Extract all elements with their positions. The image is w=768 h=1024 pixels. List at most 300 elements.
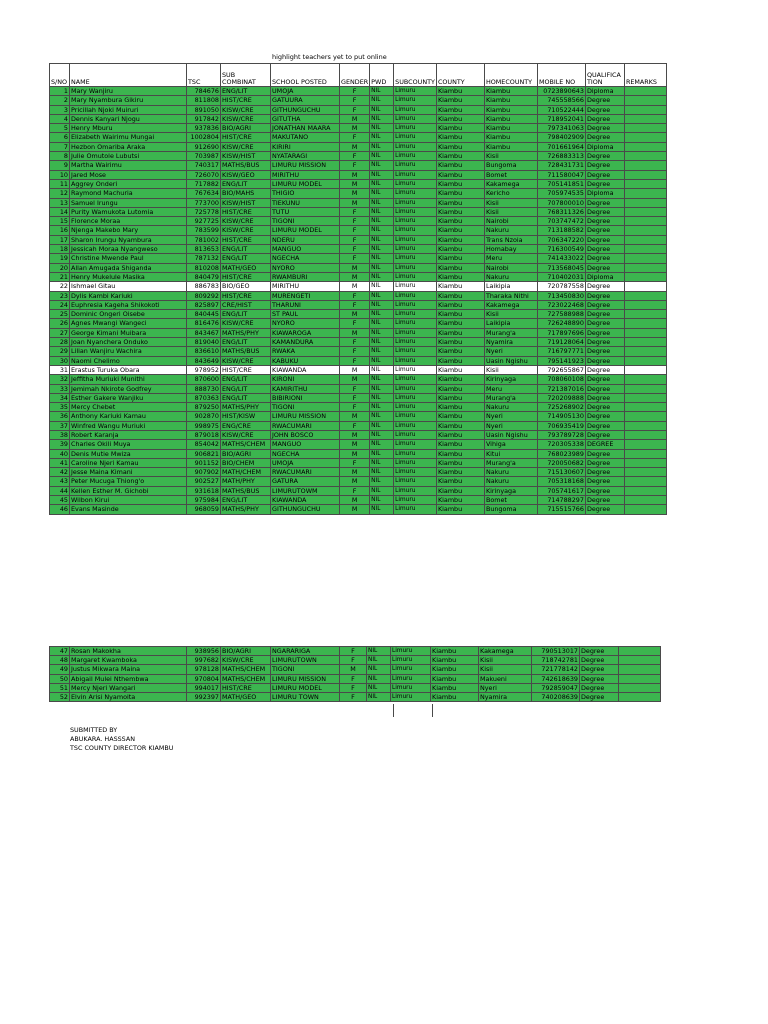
cell-qualification[interactable]: Degree	[585, 310, 624, 319]
cell-gender[interactable]: F	[340, 683, 367, 692]
table-row[interactable]	[50, 449, 667, 458]
cell-sno[interactable]: 31	[50, 365, 70, 374]
cell-homecounty[interactable]: Nairobi	[484, 217, 537, 226]
cell-school-posted[interactable]: GATURA	[271, 477, 340, 486]
cell-name[interactable]: Margaret Kwamboka	[70, 656, 187, 665]
cell-name[interactable]: Dylis Kambi Kariuki	[70, 291, 187, 300]
cell-qualification[interactable]: Degree	[585, 96, 624, 105]
cell-school-posted[interactable]: TUTU	[271, 207, 340, 216]
cell-gender[interactable]: M	[340, 365, 370, 374]
cell-pwd[interactable]: NIL	[370, 458, 394, 467]
cell-name[interactable]: Justus Mikwara Maina	[70, 665, 187, 674]
cell-tsc[interactable]: 879250	[187, 403, 221, 412]
cell-mobile[interactable]: 705318168	[537, 477, 585, 486]
cell-mobile[interactable]: 705741617	[537, 486, 585, 495]
cell-sno[interactable]: 44	[50, 486, 70, 495]
cell-school-posted[interactable]: KABUKU	[271, 356, 340, 365]
cell-remarks[interactable]	[624, 458, 666, 467]
cell-mobile[interactable]: 716300549	[537, 245, 585, 254]
cell-school-posted[interactable]: RWACUMARI	[271, 468, 340, 477]
table-row[interactable]	[50, 486, 667, 495]
cell-mobile[interactable]: 711580047	[537, 170, 585, 179]
cell-subject-combination[interactable]: KISW/HIST	[221, 198, 271, 207]
cell-sno[interactable]: 46	[50, 505, 70, 514]
cell-tsc[interactable]: 773700	[187, 198, 221, 207]
table-row[interactable]	[50, 152, 667, 161]
cell-sno[interactable]: 48	[50, 656, 70, 665]
cell-qualification[interactable]: Degree	[585, 449, 624, 458]
cell-county[interactable]: Kiambu	[436, 347, 484, 356]
table-row[interactable]	[50, 254, 667, 263]
cell-subject-combination[interactable]: MATH/PHY	[221, 477, 271, 486]
cell-gender[interactable]: F	[340, 421, 370, 430]
cell-pwd[interactable]: NIL	[370, 217, 394, 226]
cell-gender[interactable]: F	[340, 133, 370, 142]
cell-name[interactable]: Mary Nyambura Gikiru	[70, 96, 187, 105]
cell-school-posted[interactable]: UMOJA	[271, 458, 340, 467]
cell-subcounty[interactable]: Limuru	[391, 665, 431, 674]
cell-remarks[interactable]	[619, 665, 661, 674]
cell-homecounty[interactable]: Uasin Ngishu	[484, 430, 537, 439]
cell-pwd[interactable]: NIL	[370, 133, 394, 142]
cell-sno[interactable]: 21	[50, 272, 70, 281]
cell-subcounty[interactable]: Limuru	[394, 189, 437, 198]
cell-school-posted[interactable]: TIGONI	[271, 665, 340, 674]
cell-subcounty[interactable]: Limuru	[394, 179, 437, 188]
cell-county[interactable]: Kiambu	[436, 338, 484, 347]
table-row[interactable]	[50, 114, 667, 123]
cell-subject-combination[interactable]: HIST/CRE	[221, 96, 271, 105]
cell-remarks[interactable]	[624, 291, 666, 300]
cell-subcounty[interactable]: Limuru	[394, 356, 437, 365]
cell-pwd[interactable]: NIL	[367, 656, 391, 665]
cell-homecounty[interactable]: Laikipia	[484, 319, 537, 328]
cell-pwd[interactable]: NIL	[370, 152, 394, 161]
cell-school-posted[interactable]: LIMURU MISSION	[271, 161, 340, 170]
cell-subject-combination[interactable]: HIST/CRE	[221, 235, 271, 244]
cell-mobile[interactable]: 713450830	[537, 291, 585, 300]
cell-county[interactable]: Kiambu	[431, 665, 479, 674]
cell-sno[interactable]: 45	[50, 496, 70, 505]
cell-qualification[interactable]: Degree	[585, 198, 624, 207]
cell-subject-combination[interactable]: ENG/CRE	[221, 421, 271, 430]
cell-gender[interactable]: M	[340, 179, 370, 188]
cell-school-posted[interactable]: NGECHA	[271, 254, 340, 263]
table-row[interactable]	[50, 403, 667, 412]
cell-qualification[interactable]: Degree	[585, 486, 624, 495]
cell-school-posted[interactable]: BIBIRIONI	[271, 393, 340, 402]
cell-school-posted[interactable]: NYORO	[271, 319, 340, 328]
cell-school-posted[interactable]: MANGUO	[271, 245, 340, 254]
cell-pwd[interactable]: NIL	[370, 254, 394, 263]
cell-remarks[interactable]	[624, 477, 666, 486]
cell-subject-combination[interactable]: ENG/LIT	[221, 375, 271, 384]
cell-homecounty[interactable]: Murang'a	[484, 458, 537, 467]
cell-gender[interactable]: M	[340, 477, 370, 486]
cell-school-posted[interactable]: ST PAUL	[271, 310, 340, 319]
cell-remarks[interactable]	[624, 449, 666, 458]
cell-mobile[interactable]: 705141851	[537, 179, 585, 188]
cell-school-posted[interactable]: LIMURU MODEL	[271, 683, 340, 692]
cell-gender[interactable]: F	[340, 486, 370, 495]
table-row[interactable]	[50, 105, 667, 114]
cell-tsc[interactable]: 906821	[187, 449, 221, 458]
cell-tsc[interactable]: 975984	[187, 496, 221, 505]
table-row[interactable]	[50, 430, 667, 439]
cell-county[interactable]: Kiambu	[436, 179, 484, 188]
cell-gender[interactable]: M	[340, 440, 370, 449]
cell-name[interactable]: Elizabeth Wairimu Mungai	[70, 133, 187, 142]
cell-school-posted[interactable]: LIMURU MISSION	[271, 412, 340, 421]
cell-subject-combination[interactable]: HIST/CRE	[221, 291, 271, 300]
cell-qualification[interactable]: Degree	[585, 105, 624, 114]
cell-remarks[interactable]	[624, 282, 666, 291]
cell-name[interactable]: Lilian Wanjiru Wachira	[70, 347, 187, 356]
cell-sno[interactable]: 9	[50, 161, 70, 170]
cell-gender[interactable]: F	[340, 235, 370, 244]
cell-school-posted[interactable]: NYORO	[271, 263, 340, 272]
col-header-sub[interactable]: SUB COMBINAT	[221, 64, 271, 87]
cell-pwd[interactable]: NIL	[370, 403, 394, 412]
cell-mobile[interactable]: 795141923	[537, 356, 585, 365]
cell-pwd[interactable]: NIL	[370, 449, 394, 458]
cell-name[interactable]: Sharon Irungu Nyambura	[70, 235, 187, 244]
cell-county[interactable]: Kiambu	[436, 245, 484, 254]
cell-homecounty[interactable]: Nyamira	[484, 338, 537, 347]
cell-qualification[interactable]: Degree	[585, 384, 624, 393]
cell-qualification[interactable]: Degree	[585, 328, 624, 337]
cell-gender[interactable]: F	[340, 96, 370, 105]
cell-name[interactable]: Rosan Makokha	[70, 647, 187, 656]
cell-subject-combination[interactable]: ENG/LIT	[221, 179, 271, 188]
cell-county[interactable]: Kiambu	[436, 384, 484, 393]
cell-mobile[interactable]: 720050682	[537, 458, 585, 467]
cell-sno[interactable]: 26	[50, 319, 70, 328]
cell-sno[interactable]: 27	[50, 328, 70, 337]
cell-county[interactable]: Kiambu	[436, 486, 484, 495]
cell-remarks[interactable]	[624, 235, 666, 244]
cell-subcounty[interactable]: Limuru	[394, 468, 437, 477]
cell-subcounty[interactable]: Limuru	[394, 161, 437, 170]
cell-remarks[interactable]	[619, 647, 661, 656]
cell-sno[interactable]: 36	[50, 412, 70, 421]
cell-pwd[interactable]: NIL	[370, 207, 394, 216]
cell-subject-combination[interactable]: ENG/LIT	[221, 393, 271, 402]
cell-mobile[interactable]: 714905130	[537, 412, 585, 421]
cell-subcounty[interactable]: Limuru	[391, 647, 431, 656]
cell-name[interactable]: Christine Mwende Paul	[70, 254, 187, 263]
cell-qualification[interactable]: Degree	[585, 458, 624, 467]
cell-subcounty[interactable]: Limuru	[394, 226, 437, 235]
cell-sno[interactable]: 1	[50, 87, 70, 96]
cell-qualification[interactable]: Degree	[585, 496, 624, 505]
cell-gender[interactable]: F	[340, 207, 370, 216]
cell-county[interactable]: Kiambu	[431, 683, 479, 692]
cell-sno[interactable]: 25	[50, 310, 70, 319]
cell-tsc[interactable]: 1002804	[187, 133, 221, 142]
table-row[interactable]	[50, 683, 661, 692]
cell-name[interactable]: Jared Mose	[70, 170, 187, 179]
cell-pwd[interactable]: NIL	[370, 179, 394, 188]
cell-subcounty[interactable]: Limuru	[394, 458, 437, 467]
cell-pwd[interactable]: NIL	[370, 226, 394, 235]
cell-gender[interactable]: F	[340, 403, 370, 412]
cell-tsc[interactable]: 809292	[187, 291, 221, 300]
cell-county[interactable]: Kiambu	[436, 217, 484, 226]
table-row[interactable]	[50, 496, 667, 505]
cell-subcounty[interactable]: Limuru	[394, 152, 437, 161]
cell-gender[interactable]: M	[340, 189, 370, 198]
cell-remarks[interactable]	[624, 319, 666, 328]
cell-pwd[interactable]: NIL	[370, 430, 394, 439]
cell-name[interactable]: Samuel Irungu	[70, 198, 187, 207]
cell-mobile[interactable]: 745558566	[537, 96, 585, 105]
cell-pwd[interactable]: NIL	[370, 161, 394, 170]
cell-sno[interactable]: 51	[50, 683, 70, 692]
cell-mobile[interactable]: 798402909	[537, 133, 585, 142]
cell-tsc[interactable]: 927725	[187, 217, 221, 226]
cell-school-posted[interactable]: RWAKA	[271, 347, 340, 356]
cell-qualification[interactable]: Degree	[580, 647, 619, 656]
cell-homecounty[interactable]: Kisii	[484, 198, 537, 207]
cell-sno[interactable]: 50	[50, 674, 70, 683]
cell-school-posted[interactable]: THIGIO	[271, 189, 340, 198]
cell-school-posted[interactable]: MIRITHU	[271, 170, 340, 179]
cell-name[interactable]: Aggrey Onderi	[70, 179, 187, 188]
cell-mobile[interactable]: 717897696	[537, 328, 585, 337]
cell-remarks[interactable]	[624, 505, 666, 514]
cell-name[interactable]: Mary Wanjiru	[70, 87, 187, 96]
cell-tsc[interactable]: 891050	[187, 105, 221, 114]
cell-subject-combination[interactable]: MATH/CHEM	[221, 468, 271, 477]
cell-school-posted[interactable]: NGECHA	[271, 449, 340, 458]
cell-name[interactable]: Henry Mukelule Masika	[70, 272, 187, 281]
cell-sno[interactable]: 47	[50, 647, 70, 656]
cell-pwd[interactable]: NIL	[370, 347, 394, 356]
cell-pwd[interactable]: NIL	[370, 263, 394, 272]
cell-name[interactable]: Anthony Kariuki Kamau	[70, 412, 187, 421]
cell-subcounty[interactable]: Limuru	[394, 170, 437, 179]
cell-gender[interactable]: F	[340, 254, 370, 263]
cell-tsc[interactable]: 740317	[187, 161, 221, 170]
table-row[interactable]	[50, 656, 661, 665]
cell-remarks[interactable]	[624, 152, 666, 161]
cell-subject-combination[interactable]: MATHS/CHEM	[221, 440, 271, 449]
cell-subject-combination[interactable]: KISW/CRE	[221, 105, 271, 114]
cell-pwd[interactable]: NIL	[370, 87, 394, 96]
cell-pwd[interactable]: NIL	[370, 338, 394, 347]
cell-homecounty[interactable]: Kirinyaga	[484, 486, 537, 495]
cell-name[interactable]: Elvin Arisi Nyamoita	[70, 693, 187, 702]
cell-gender[interactable]: F	[340, 245, 370, 254]
cell-sno[interactable]: 18	[50, 245, 70, 254]
cell-county[interactable]: Kiambu	[436, 87, 484, 96]
cell-pwd[interactable]: NIL	[370, 142, 394, 151]
cell-name[interactable]: Kellen Esther M. Gichobi	[70, 486, 187, 495]
cell-school-posted[interactable]: GITHUNGUCHU	[271, 505, 340, 514]
cell-tsc[interactable]: 703987	[187, 152, 221, 161]
col-header-gender[interactable]: GENDER	[340, 64, 370, 87]
cell-school-posted[interactable]: NDERU	[271, 235, 340, 244]
cell-school-posted[interactable]: KIAWANDA	[271, 365, 340, 374]
table-row[interactable]	[50, 124, 667, 133]
cell-homecounty[interactable]: Nyeri	[484, 412, 537, 421]
cell-subcounty[interactable]: Limuru	[394, 235, 437, 244]
cell-sno[interactable]: 40	[50, 449, 70, 458]
cell-pwd[interactable]: NIL	[370, 412, 394, 421]
cell-county[interactable]: Kiambu	[436, 449, 484, 458]
cell-homecounty[interactable]: Kakamega	[479, 647, 532, 656]
cell-sno[interactable]: 52	[50, 693, 70, 702]
cell-subject-combination[interactable]: KISW/CRE	[221, 217, 271, 226]
table-row[interactable]	[50, 291, 667, 300]
cell-tsc[interactable]: 968059	[187, 505, 221, 514]
cell-sno[interactable]: 22	[50, 282, 70, 291]
cell-homecounty[interactable]: Nyeri	[479, 683, 532, 692]
cell-name[interactable]: Jeffitha Muriuki Munithi	[70, 375, 187, 384]
table-row[interactable]	[50, 87, 667, 96]
cell-remarks[interactable]	[624, 328, 666, 337]
cell-pwd[interactable]: NIL	[370, 310, 394, 319]
cell-county[interactable]: Kiambu	[436, 189, 484, 198]
cell-school-posted[interactable]: KIAWANDA	[271, 496, 340, 505]
cell-gender[interactable]: F	[340, 656, 367, 665]
cell-gender[interactable]: F	[340, 161, 370, 170]
cell-county[interactable]: Kiambu	[436, 263, 484, 272]
cell-sno[interactable]: 15	[50, 217, 70, 226]
cell-county[interactable]: Kiambu	[436, 393, 484, 402]
cell-tsc[interactable]: 998975	[187, 421, 221, 430]
cell-qualification[interactable]: Degree	[580, 674, 619, 683]
cell-homecounty[interactable]: Nakuru	[484, 226, 537, 235]
cell-school-posted[interactable]: LIMURU TOWN	[271, 693, 340, 702]
cell-homecounty[interactable]: Kisii	[479, 665, 532, 674]
table-row[interactable]	[50, 235, 667, 244]
cell-pwd[interactable]: NIL	[370, 477, 394, 486]
cell-pwd[interactable]: NIL	[370, 393, 394, 402]
cell-school-posted[interactable]: LIMURU MODEL	[271, 179, 340, 188]
cell-homecounty[interactable]: Kisii	[484, 207, 537, 216]
cell-qualification[interactable]: Diploma	[585, 142, 624, 151]
cell-county[interactable]: Kiambu	[431, 656, 479, 665]
cell-mobile[interactable]: 713568045	[537, 263, 585, 272]
cell-tsc[interactable]: 978128	[187, 665, 221, 674]
cell-qualification[interactable]: Degree	[585, 133, 624, 142]
cell-qualification[interactable]: Degree	[585, 245, 624, 254]
table-row[interactable]	[50, 179, 667, 188]
cell-homecounty[interactable]: Bomet	[484, 496, 537, 505]
cell-homecounty[interactable]: Murang'a	[484, 328, 537, 337]
cell-tsc[interactable]: 767634	[187, 189, 221, 198]
cell-county[interactable]: Kiambu	[436, 505, 484, 514]
cell-subject-combination[interactable]: ENG/LIT	[221, 245, 271, 254]
cell-name[interactable]: Robert Karanja	[70, 430, 187, 439]
cell-name[interactable]: Esther Gakere Wanjiku	[70, 393, 187, 402]
cell-school-posted[interactable]: NGARARIGA	[271, 647, 340, 656]
cell-homecounty[interactable]: Nairobi	[484, 263, 537, 272]
cell-qualification[interactable]: Degree	[585, 217, 624, 226]
cell-remarks[interactable]	[624, 486, 666, 495]
cell-gender[interactable]: M	[340, 142, 370, 151]
cell-subject-combination[interactable]: CRE/HIST	[221, 300, 271, 309]
cell-qualification[interactable]: Degree	[585, 124, 624, 133]
col-header-subcounty[interactable]: SUBCOUNTY	[394, 64, 437, 87]
cell-qualification[interactable]: Diploma	[585, 87, 624, 96]
cell-subject-combination[interactable]: MATHS/PHY	[221, 505, 271, 514]
cell-subject-combination[interactable]: KISW/HIST	[221, 152, 271, 161]
cell-homecounty[interactable]: Makueni	[479, 674, 532, 683]
cell-gender[interactable]: F	[340, 291, 370, 300]
cell-pwd[interactable]: NIL	[370, 375, 394, 384]
cell-tsc[interactable]: 825897	[187, 300, 221, 309]
cell-sno[interactable]: 42	[50, 468, 70, 477]
col-header-homecounty[interactable]: HOMECOUNTY	[484, 64, 537, 87]
cell-sno[interactable]: 23	[50, 291, 70, 300]
cell-sno[interactable]: 11	[50, 179, 70, 188]
cell-gender[interactable]: M	[340, 282, 370, 291]
cell-subcounty[interactable]: Limuru	[394, 291, 437, 300]
cell-subcounty[interactable]: Limuru	[394, 393, 437, 402]
cell-subcounty[interactable]: Limuru	[394, 142, 437, 151]
cell-pwd[interactable]: NIL	[370, 319, 394, 328]
cell-pwd[interactable]: NIL	[370, 496, 394, 505]
cell-name[interactable]: Purity Wamukota Lutomia	[70, 207, 187, 216]
cell-remarks[interactable]	[624, 403, 666, 412]
cell-subcounty[interactable]: Limuru	[394, 440, 437, 449]
cell-homecounty[interactable]: Nyamira	[479, 693, 532, 702]
cell-subject-combination[interactable]: MATHS/PHY	[221, 403, 271, 412]
cell-homecounty[interactable]: Vihiga	[484, 440, 537, 449]
cell-homecounty[interactable]: Kiambu	[484, 96, 537, 105]
cell-homecounty[interactable]: Nyeri	[484, 347, 537, 356]
cell-remarks[interactable]	[619, 693, 661, 702]
cell-subcounty[interactable]: Limuru	[394, 310, 437, 319]
cell-tsc[interactable]: 994017	[187, 683, 221, 692]
cell-name[interactable]: Florence Moraa	[70, 217, 187, 226]
cell-remarks[interactable]	[624, 393, 666, 402]
cell-subject-combination[interactable]: HIST/CRE	[221, 272, 271, 281]
cell-school-posted[interactable]: MAKUTANO	[271, 133, 340, 142]
cell-remarks[interactable]	[619, 656, 661, 665]
cell-school-posted[interactable]: JONATHAN MAARA	[271, 124, 340, 133]
cell-mobile[interactable]: 719128064	[537, 338, 585, 347]
cell-remarks[interactable]	[624, 365, 666, 374]
table-row[interactable]	[50, 310, 667, 319]
cell-county[interactable]: Kiambu	[436, 133, 484, 142]
cell-remarks[interactable]	[624, 263, 666, 272]
table-row[interactable]	[50, 365, 667, 374]
cell-school-posted[interactable]: THARUNI	[271, 300, 340, 309]
cell-county[interactable]: Kiambu	[431, 674, 479, 683]
cell-qualification[interactable]: Degree	[585, 300, 624, 309]
cell-subcounty[interactable]: Limuru	[394, 505, 437, 514]
cell-mobile[interactable]: 792859047	[532, 683, 580, 692]
cell-mobile[interactable]: 703747472	[537, 217, 585, 226]
cell-remarks[interactable]	[624, 384, 666, 393]
cell-homecounty[interactable]: Meru	[484, 254, 537, 263]
cell-mobile[interactable]: 718952041	[537, 114, 585, 123]
cell-sno[interactable]: 14	[50, 207, 70, 216]
table-row[interactable]	[50, 458, 667, 467]
cell-mobile[interactable]: 728431731	[537, 161, 585, 170]
cell-qualification[interactable]: Degree	[585, 347, 624, 356]
cell-pwd[interactable]: NIL	[370, 468, 394, 477]
cell-qualification[interactable]: Degree	[585, 263, 624, 272]
cell-mobile[interactable]: 713188582	[537, 226, 585, 235]
cell-county[interactable]: Kiambu	[436, 124, 484, 133]
cell-qualification[interactable]: Degree	[585, 179, 624, 188]
cell-pwd[interactable]: NIL	[370, 198, 394, 207]
